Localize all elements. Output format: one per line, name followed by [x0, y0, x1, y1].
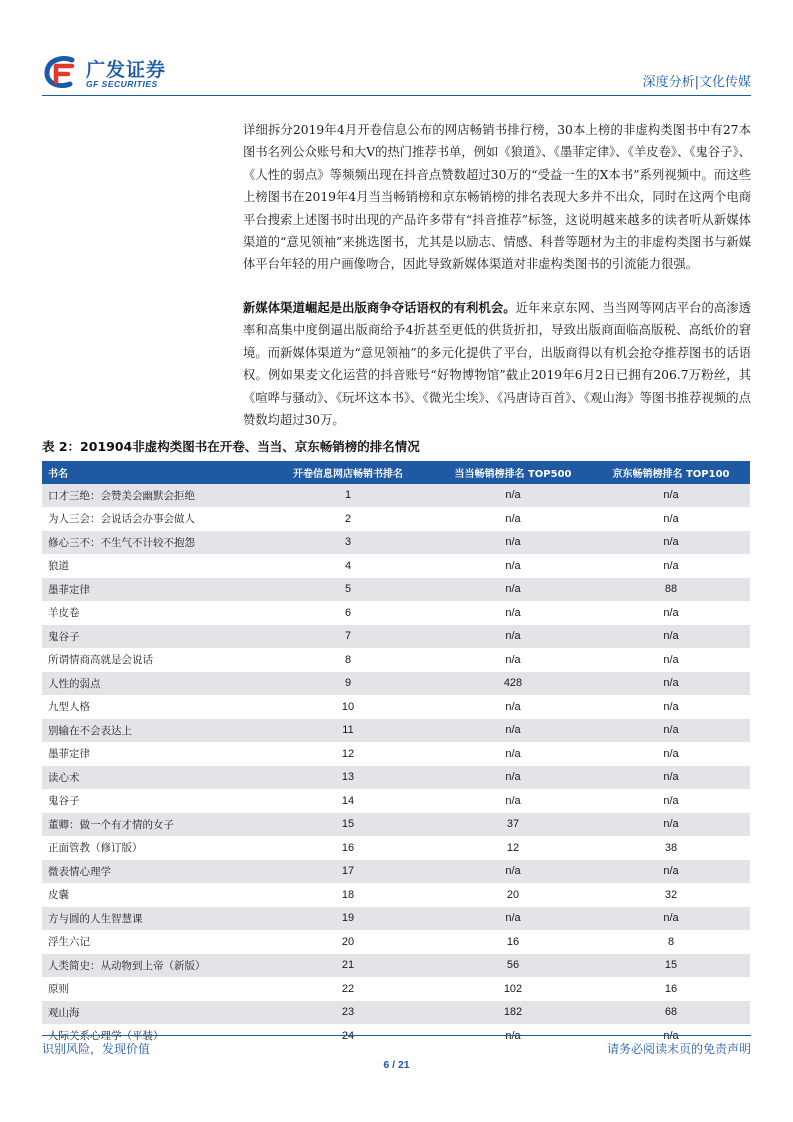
cell-book-title: 观山海 — [42, 1001, 262, 1025]
header-jd-rank: 京东畅销榜排名 TOP100 — [592, 461, 750, 484]
cell-jd-rank: n/a — [592, 789, 750, 813]
paragraph-body-text: 近年来京东网、当当网等网店平台的高渗透率和高集中度倒逼出版商给予4折甚至更低的供货折扣，导致出版商面临高版税、高纸价的窘境。而新媒体渠道为“意见领袖”的多元化提供了平台，出版商得以有机会抢夺推荐图书的话语权。例如果麦文化运营的抖音账号“好物博物馆”截止2019年6月2日已拥有206.7万粉丝，其《喧哗与骚动》、《玩坏这本书》、《微光尘埃》、《冯唐诗百首》、《观山海》等图书推荐视频的点赞数均超过30万。 — [243, 301, 751, 428]
cell-openbook-rank: 17 — [262, 860, 434, 884]
table-row — [42, 484, 750, 507]
table-row — [42, 1001, 750, 1025]
cell-dangdang-rank: n/a — [434, 507, 592, 531]
cell-jd-rank: n/a — [592, 695, 750, 719]
cell-dangdang-rank: n/a — [434, 789, 592, 813]
cell-dangdang-rank: n/a — [434, 625, 592, 649]
table-row — [42, 836, 750, 860]
header-openbook-rank: 开卷信息网店畅销书排名 — [262, 461, 434, 484]
cell-book-title: 墨菲定律 — [42, 742, 262, 766]
cell-openbook-rank: 7 — [262, 625, 434, 649]
cell-openbook-rank: 15 — [262, 813, 434, 837]
cell-book-title: 鬼谷子 — [42, 789, 262, 813]
cell-jd-rank: n/a — [592, 907, 750, 931]
table-row — [42, 742, 750, 766]
table-row — [42, 695, 750, 719]
cell-openbook-rank: 9 — [262, 672, 434, 696]
cell-book-title: 墨菲定律 — [42, 578, 262, 602]
table-row — [42, 719, 750, 743]
cell-openbook-rank: 6 — [262, 601, 434, 625]
cell-dangdang-rank: 56 — [434, 954, 592, 978]
cell-jd-rank: n/a — [592, 766, 750, 790]
cell-dangdang-rank: n/a — [434, 742, 592, 766]
cell-openbook-rank: 11 — [262, 719, 434, 743]
cell-openbook-rank: 21 — [262, 954, 434, 978]
header-divider — [42, 95, 751, 96]
cell-dangdang-rank: n/a — [434, 554, 592, 578]
cell-book-title: 口才三绝：会赞美会幽默会拒绝 — [42, 484, 262, 507]
cell-dangdang-rank: n/a — [434, 578, 592, 602]
cell-jd-rank: n/a — [592, 672, 750, 696]
report-category: 深度分析|文化传媒 — [642, 75, 751, 90]
cell-openbook-rank: 23 — [262, 1001, 434, 1025]
table-row — [42, 977, 750, 1001]
cell-jd-rank: n/a — [592, 507, 750, 531]
cell-openbook-rank: 8 — [262, 648, 434, 672]
table-row — [42, 907, 750, 931]
cell-book-title: 微表情心理学 — [42, 860, 262, 884]
footer-disclaimer: 请务必阅读末页的免责声明 — [606, 1042, 751, 1056]
cell-book-title: 狼道 — [42, 554, 262, 578]
cell-jd-rank: 68 — [592, 1001, 750, 1025]
cell-jd-rank: n/a — [592, 1024, 750, 1048]
cell-jd-rank: 15 — [592, 954, 750, 978]
cell-openbook-rank: 12 — [262, 742, 434, 766]
cell-openbook-rank: 4 — [262, 554, 434, 578]
cell-dangdang-rank: n/a — [434, 766, 592, 790]
cell-dangdang-rank: 37 — [434, 813, 592, 837]
cell-openbook-rank: 22 — [262, 977, 434, 1001]
cell-dangdang-rank: 102 — [434, 977, 592, 1001]
cell-openbook-rank: 20 — [262, 930, 434, 954]
cell-dangdang-rank: 182 — [434, 1001, 592, 1025]
logo-english-name: GF SECURITIES — [86, 79, 158, 89]
header-dangdang-rank: 当当畅销榜排名 TOP500 — [434, 461, 592, 484]
cell-book-title: 董卿：做一个有才情的女子 — [42, 813, 262, 837]
page-number: 6 / 21 — [383, 1059, 410, 1071]
cell-book-title: 为人三会：会说话会办事会做人 — [42, 507, 262, 531]
cell-openbook-rank: 1 — [262, 484, 434, 507]
body-paragraph-1: 详细拆分2019年4月开卷信息公布的网店畅销书排行榜，30本上榜的非虚构类图书中有27本图书名列公众账号和大V的热门推荐书单，例如《狼道》、《墨菲定律》、《羊皮卷》、《鬼谷子》、《人性的弱点》等频频出现在抖音点赞数超过30万的“受益一生的X本书”系列视频中。而这些上榜图书在2019年4月当当畅销榜和京东畅销榜的排名表现大多并不出众，同时在这两个电商平台搜索上述图书时出现的产品许多带有“抖音推荐”标签，这说明越来越多的读者听从新媒体渠道的“意见领袖”来挑选图书，尤其是以励志、情感、科普等题材为主的非虚构类图书与新媒体平台年轻的用户画像吻合，因此导致新媒体渠道对非虚构类图书的引流能力很强。 — [243, 123, 751, 272]
table-row — [42, 766, 750, 790]
company-logo — [42, 50, 192, 94]
table-row — [42, 601, 750, 625]
cell-dangdang-rank: n/a — [434, 601, 592, 625]
logo-chinese-name: 广发证券 — [86, 59, 167, 81]
paragraph-lead-bold: 新媒体渠道崛起是出版商争夺话语权的有利机会。 — [243, 301, 516, 315]
cell-book-title: 浮生六记 — [42, 930, 262, 954]
cell-jd-rank: n/a — [592, 648, 750, 672]
footer-divider — [42, 1035, 751, 1036]
cell-dangdang-rank: 20 — [434, 883, 592, 907]
table-row — [42, 860, 750, 884]
cell-dangdang-rank: 16 — [434, 930, 592, 954]
cell-book-title: 人际关系心理学（平装） — [42, 1024, 262, 1048]
footer-slogan: 识别风险，发现价值 — [42, 1042, 151, 1056]
table-header-row — [42, 461, 750, 484]
cell-openbook-rank: 10 — [262, 695, 434, 719]
table-row — [42, 578, 750, 602]
cell-dangdang-rank: n/a — [434, 719, 592, 743]
cell-openbook-rank: 3 — [262, 531, 434, 555]
table-row — [42, 930, 750, 954]
cell-book-title: 羊皮卷 — [42, 601, 262, 625]
cell-dangdang-rank: 12 — [434, 836, 592, 860]
cell-jd-rank: n/a — [592, 860, 750, 884]
table-row — [42, 789, 750, 813]
table-row — [42, 648, 750, 672]
header-book-title: 书名 — [42, 461, 262, 484]
table-row — [42, 954, 750, 978]
cell-book-title: 皮囊 — [42, 883, 262, 907]
table-row — [42, 813, 750, 837]
cell-dangdang-rank: 428 — [434, 672, 592, 696]
cell-jd-rank: n/a — [592, 554, 750, 578]
cell-dangdang-rank: n/a — [434, 695, 592, 719]
body-paragraph-2 — [243, 297, 751, 431]
gf-logo-icon — [42, 54, 78, 90]
table-row — [42, 625, 750, 649]
cell-jd-rank: n/a — [592, 719, 750, 743]
cell-jd-rank: 8 — [592, 930, 750, 954]
cell-openbook-rank: 18 — [262, 883, 434, 907]
cell-openbook-rank: 24 — [262, 1024, 434, 1048]
cell-book-title: 所谓情商高就是会说话 — [42, 648, 262, 672]
cell-dangdang-rank: n/a — [434, 484, 592, 507]
cell-jd-rank: n/a — [592, 601, 750, 625]
cell-jd-rank: n/a — [592, 484, 750, 507]
cell-jd-rank: 38 — [592, 836, 750, 860]
cell-dangdang-rank: n/a — [434, 531, 592, 555]
cell-dangdang-rank: n/a — [434, 1024, 592, 1048]
cell-jd-rank: 16 — [592, 977, 750, 1001]
table-row — [42, 554, 750, 578]
cell-book-title: 鬼谷子 — [42, 625, 262, 649]
cell-openbook-rank: 14 — [262, 789, 434, 813]
cell-jd-rank: n/a — [592, 625, 750, 649]
cell-book-title: 人性的弱点 — [42, 672, 262, 696]
table-row — [42, 531, 750, 555]
cell-openbook-rank: 19 — [262, 907, 434, 931]
cell-jd-rank: 88 — [592, 578, 750, 602]
cell-openbook-rank: 2 — [262, 507, 434, 531]
table-row — [42, 672, 750, 696]
cell-book-title: 别输在不会表达上 — [42, 719, 262, 743]
table-row — [42, 507, 750, 531]
cell-jd-rank: n/a — [592, 813, 750, 837]
cell-jd-rank: 32 — [592, 883, 750, 907]
cell-book-title: 正面管教（修订版） — [42, 836, 262, 860]
ranking-table — [42, 461, 750, 1048]
cell-book-title: 方与圆的人生智慧课 — [42, 907, 262, 931]
cell-book-title: 九型人格 — [42, 695, 262, 719]
cell-book-title: 人类简史：从动物到上帝（新版） — [42, 954, 262, 978]
cell-jd-rank: n/a — [592, 531, 750, 555]
cell-book-title: 原则 — [42, 977, 262, 1001]
cell-dangdang-rank: n/a — [434, 860, 592, 884]
table-row — [42, 883, 750, 907]
cell-jd-rank: n/a — [592, 742, 750, 766]
cell-dangdang-rank: n/a — [434, 907, 592, 931]
cell-book-title: 读心术 — [42, 766, 262, 790]
cell-openbook-rank: 13 — [262, 766, 434, 790]
table-body — [42, 484, 750, 1048]
cell-dangdang-rank: n/a — [434, 648, 592, 672]
cell-openbook-rank: 16 — [262, 836, 434, 860]
cell-book-title: 修心三不：不生气不计较不抱怨 — [42, 531, 262, 555]
cell-openbook-rank: 5 — [262, 578, 434, 602]
table-title: 表 2：201904非虚构类图书在开卷、当当、京东畅销榜的排名情况 — [42, 439, 420, 454]
